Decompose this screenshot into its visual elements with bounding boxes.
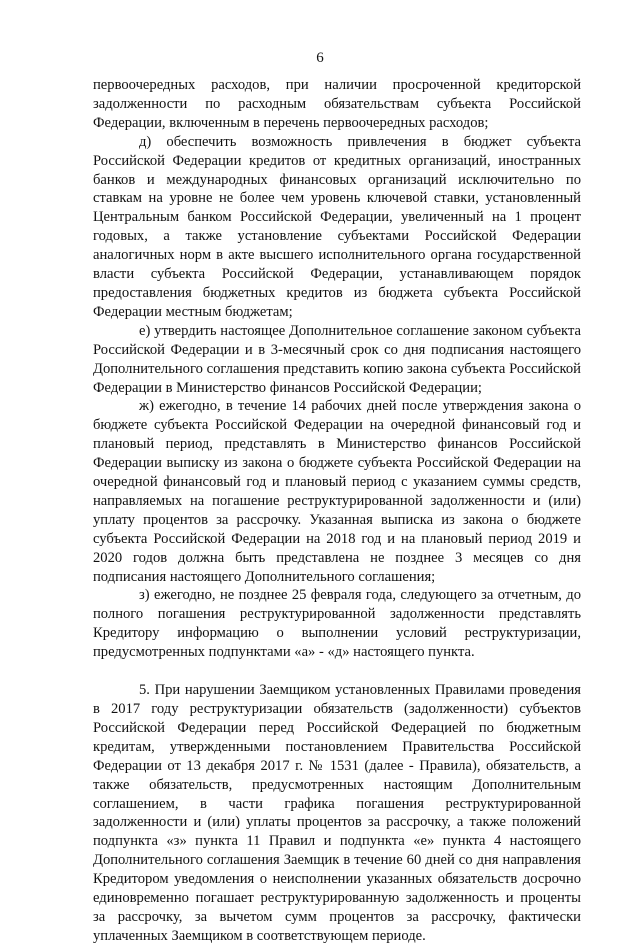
paragraph-item-z: з) ежегодно, не позднее 25 февраля года, следующего за отчетным, до полного погашения реструктурированной задолженности представлять Кредитору информацию о выполнении условий реструктуризации, предусмотренных подпунктами «а» - «д» настоящего пункта. [93, 587, 581, 661]
paragraph-item-zh: ж) ежегодно, в течение 14 рабочих дней после утверждения закона о бюджете субъекта Российской Федерации на очередной финансовый год и плановый период, представлять в Министерство финансов Российской Федерации выписку из закона о бюджете субъекта Российской Федерации на очередной финансовый год и плановый период с указанием суммы средств, направляемых на погашение реструктурированной задолженности и (или) уплату процентов за рассрочку. Указанная выписка из закона о бюджете субъекта Российской Федерации на 2018 год и на плановый период 2019 и 2020 годов должна быть представлена не позднее 3 месяцев со дня подписания настоящего Дополнительного соглашения; [93, 398, 581, 585]
paragraph-continuation: первоочередных расходов, при наличии просроченной кредиторской задолженности по расходным обязательствам субъекта Российской Федерации, включенным в перечень первоочередных расходов; [93, 77, 581, 131]
page-number: 6 [316, 50, 324, 66]
paragraph-item-d: д) обеспечить возможность привлечения в бюджет субъекта Российской Федерации кредитов от кредитных организаций, иностранных банков и международных финансовых организаций исключительно по ставкам на уровне не более чем уровень ключевой ставки, установленный Центральным банком Российской Федерации, увеличенный на 1 процент годовых, а также установление субъектами Российской Федерации аналогичных норм в акте высшего исполнительного органа государственной власти субъекта Российской Федерации, устанавливающем порядок предоставления бюджетных кредитов из бюджета субъекта Российской Федерации местным бюджетам; [93, 133, 581, 320]
paragraph-section-5: 5. При нарушении Заемщиком установленных Правилами проведения в 2017 году реструктуризации обязательств (задолженности) субъектов Российской Федерации перед Российской Федерацией по бюджетным кредитам, утвержденными постановлением Правительства Российской Федерации от 13 декабря 2017 г. № 1531 (далее - Правила), обязательств, а также обязательств, предусмотренных настоящим Дополнительным соглашением, в части графика погашения реструктурированной задолженности и (или) уплаты процентов за рассрочку, а также положений подпункта «з» пункта 11 Правил и подпункта «е» пункта 4 настоящего Дополнительного соглашения Заемщик в течение 60 дней со дня направления Кредитором уведомления о неисполнении указанных обязательств досрочно единовременно погашает реструктурированную задолженность и проценты за рассрочку, за вычетом сумм процентов за рассрочку, фактически уплаченных Заемщиком в соответствующем периоде. [93, 682, 581, 944]
document-body [93, 76, 581, 946]
paragraph-item-e: е) утвердить настоящее Дополнительное соглашение законом субъекта Российской Федерации и в 3-месячный срок со дня подписания настоящего Дополнительного соглашения представить копию закона субъекта Российской Федерации в Министерство финансов Российской Федерации; [93, 322, 581, 396]
